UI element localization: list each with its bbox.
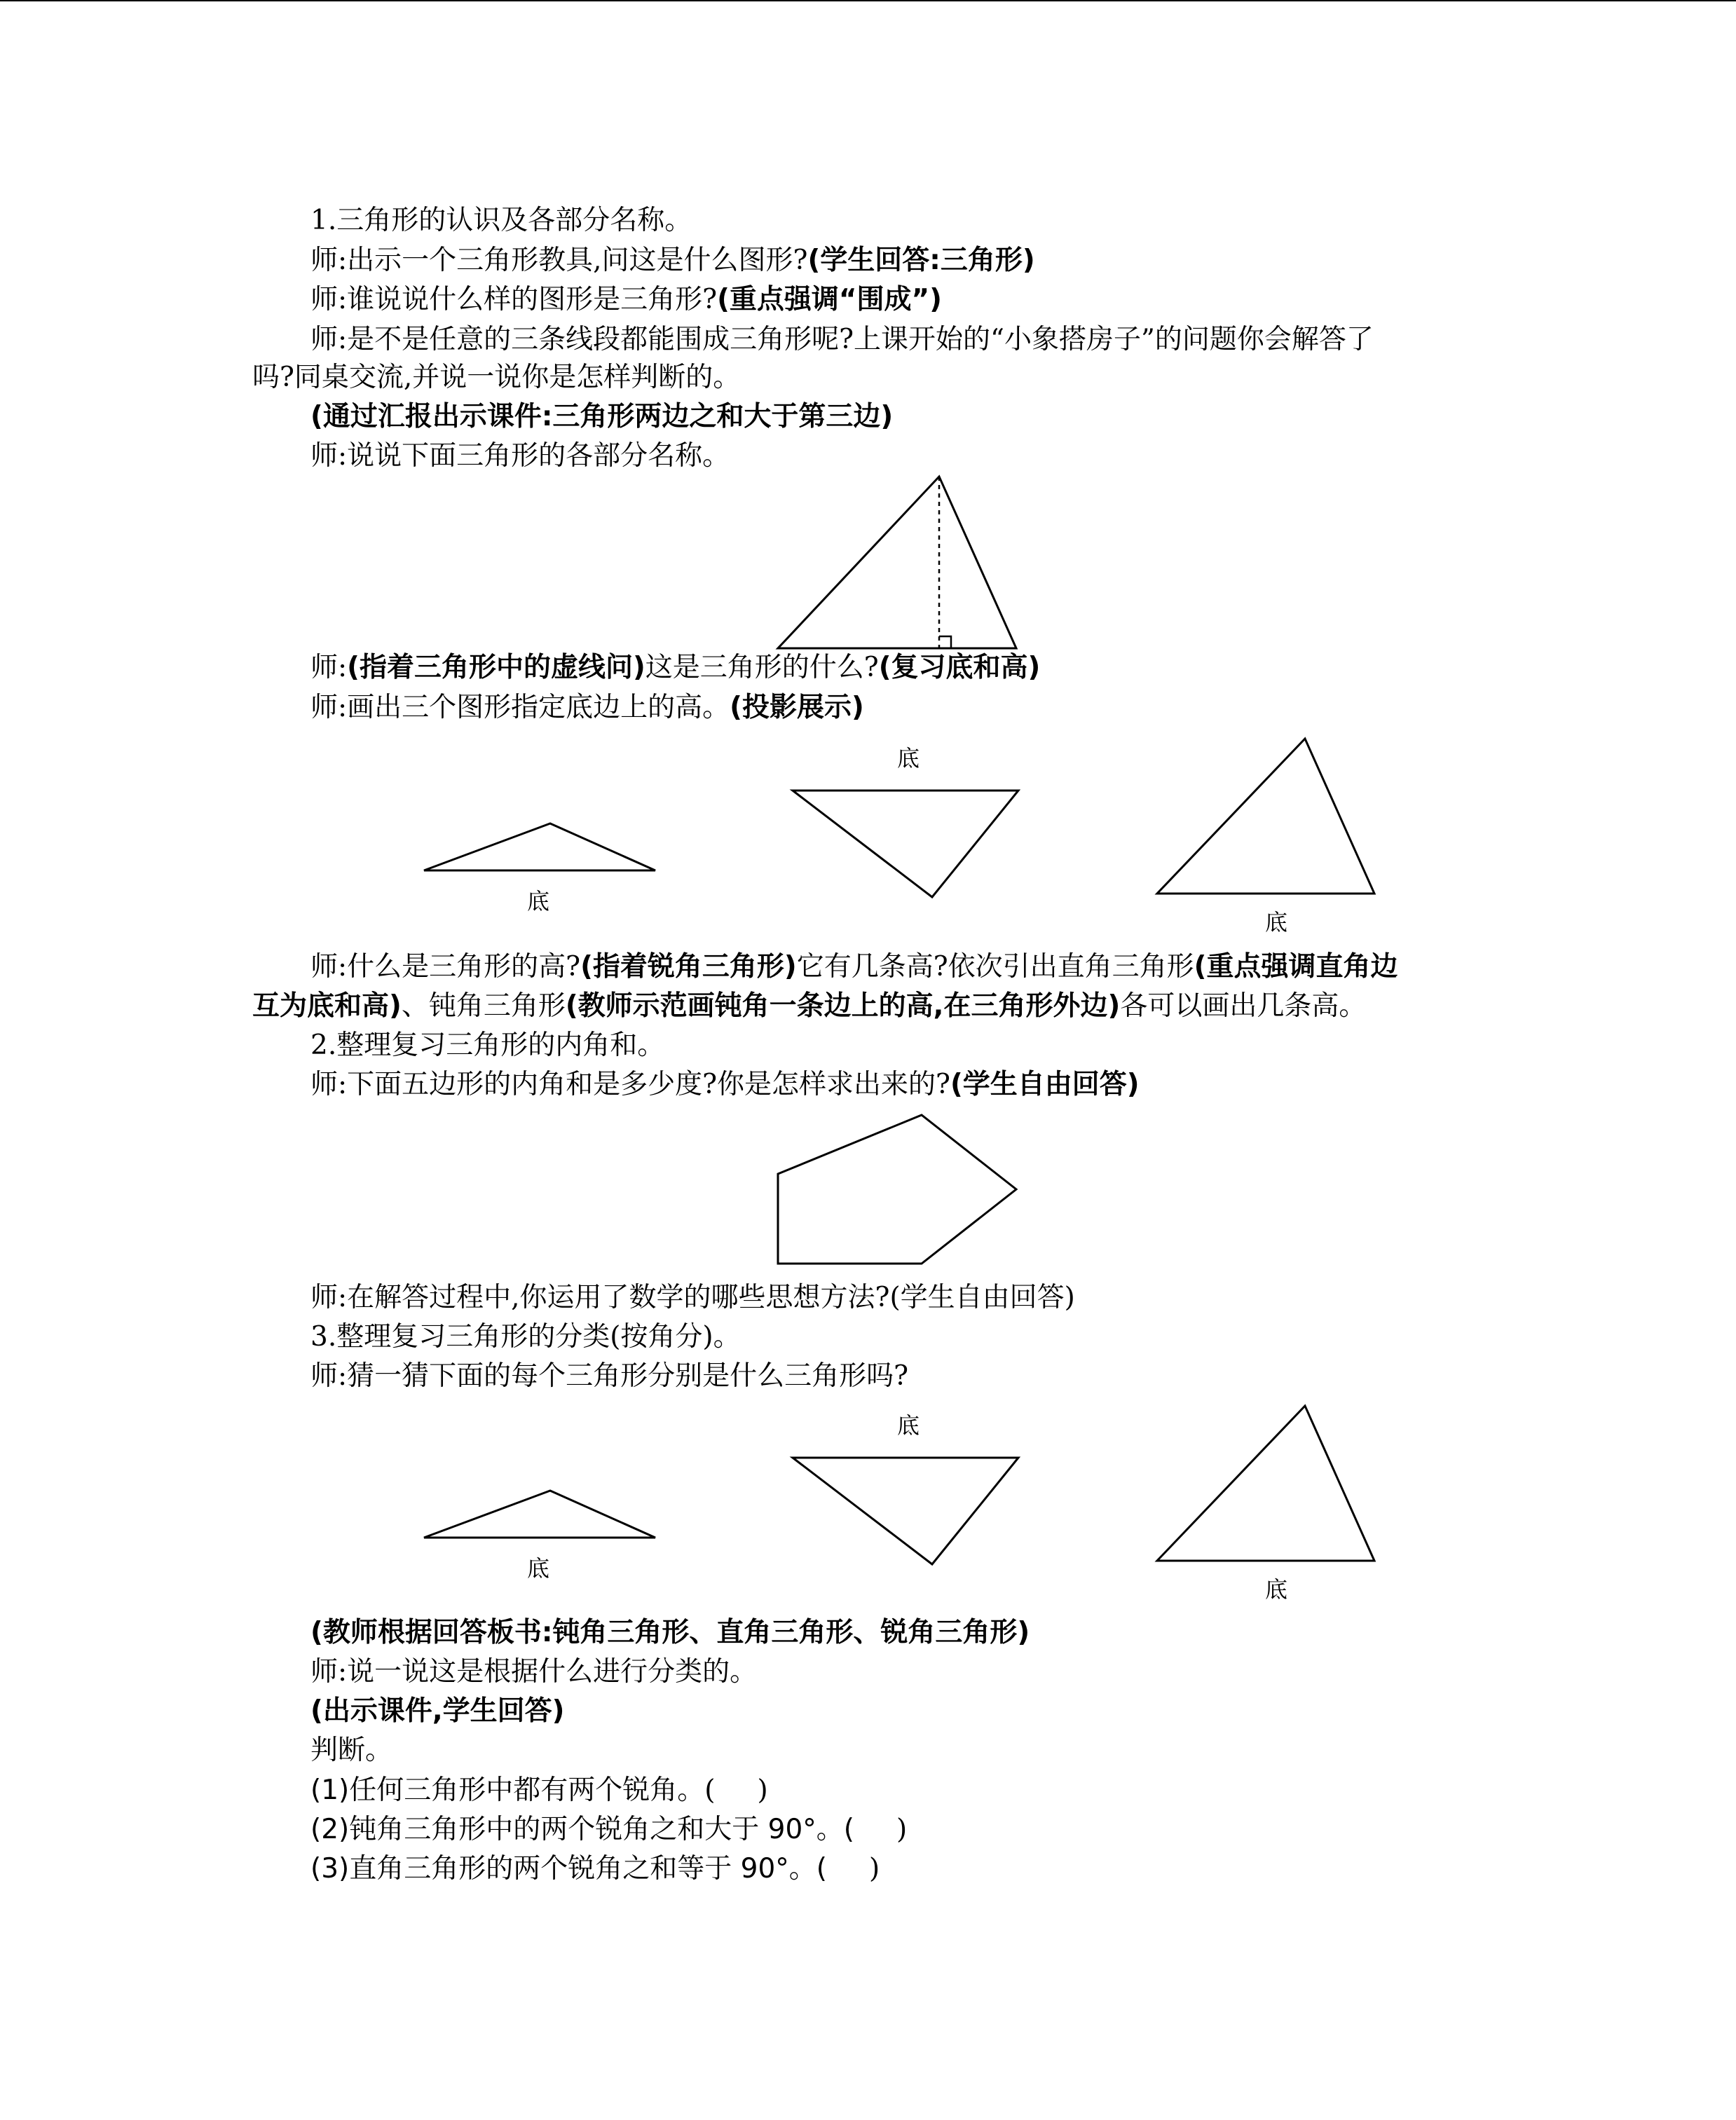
right-triangle-outline [793, 791, 1018, 897]
base-label-right-2: 底 [897, 1412, 920, 1439]
section3-heading: 3.整理复习三角形的分类(按角分)。 [310, 1321, 741, 1353]
q1-text: 师:出示一个三角形教具,问这是什么图形? [310, 245, 808, 276]
right-triangle-figure-2 [788, 1452, 1027, 1571]
section3-q1: 师:猜一猜下面的每个三角形分别是什么三角形吗? [310, 1360, 909, 1392]
q7-note-d: (重点强调直角边 [1194, 951, 1398, 983]
section1-q2 [310, 282, 942, 317]
judge-item-2 [310, 1812, 907, 1847]
obtuse-triangle-outline-2 [424, 1491, 655, 1538]
acute-triangle-outline-2 [1157, 1406, 1374, 1561]
q7-text-f: 、钝角三角形 [401, 990, 566, 1022]
right-triangle-outline-2 [793, 1458, 1018, 1564]
q2-text: 师:谁说说什么样的图形是三角形? [310, 284, 718, 315]
q7-text-a: 师:什么是三角形的高? [310, 951, 581, 983]
item3-degree: 90°。( [740, 1853, 827, 1885]
q2-note: (重点强调“围成”) [717, 284, 942, 315]
base-label-obtuse-2: 底 [527, 1555, 550, 1582]
acute-triangle-figure-2 [1153, 1402, 1384, 1566]
section1-q6 [310, 690, 864, 725]
item1-number: (1) [310, 1774, 350, 1806]
section1-q1 [310, 243, 1035, 278]
item2-degree: 90°。( [767, 1814, 854, 1845]
item3-text: 直角三角形的两个锐角之和等于 [349, 1853, 741, 1885]
item3-close: ) [869, 1853, 880, 1885]
q6-note: (投影展示) [730, 692, 864, 723]
section3-judge: 判断。 [310, 1735, 393, 1766]
section2-heading: 2.整理复习三角形的内角和。 [310, 1030, 665, 1061]
section1-q7-line2 [252, 989, 1366, 1024]
section1-report: (通过汇报出示课件:三角形两边之和大于第三边) [310, 401, 894, 432]
q1-note: (学生回答:三角形) [807, 245, 1035, 276]
q7-text-c: 它有几条高?依次引出直角三角形 [796, 951, 1194, 983]
pentagon-figure [771, 1111, 1023, 1268]
q5-prefix: 师: [310, 652, 348, 683]
section3-board: (教师根据回答板书:钝角三角形、直角三角形、锐角三角形) [310, 1617, 1030, 1648]
base-label-right: 底 [897, 745, 920, 772]
section1-q7-line1 [310, 950, 1397, 985]
section3-courseware: (出示课件,学生回答) [310, 1695, 565, 1727]
judge-item-3 [310, 1852, 880, 1887]
q5-note2: (复习底和高) [878, 652, 1041, 683]
q5-text: 这是三角形的什么? [645, 652, 879, 683]
obtuse-triangle-figure-2 [417, 1480, 662, 1543]
judge-item-1 [310, 1773, 768, 1808]
q5-note: (指着三角形中的虚线问) [347, 652, 645, 683]
item2-text: 钝角三角形中的两个锐角之和大于 [349, 1814, 768, 1845]
section1-q4: 师:说说下面三角形的各部分名称。 [310, 440, 730, 472]
top-border [0, 0, 1736, 1]
acute-triangle-outline [1157, 739, 1374, 894]
section2-q2: 师:在解答过程中,你运用了数学的哪些思想方法?(学生自由回答) [310, 1282, 1075, 1313]
obtuse-triangle-outline [424, 823, 655, 870]
s2-q1-note: (学生自由回答) [950, 1069, 1140, 1100]
section2-q1 [310, 1067, 1140, 1102]
right-triangle-figure [788, 785, 1027, 904]
triangle-outline [778, 477, 1016, 648]
item2-close: ) [896, 1814, 908, 1845]
s2-q1-text: 师:下面五边形的内角和是多少度?你是怎样求出来的? [310, 1069, 950, 1100]
item1-close: ) [757, 1774, 768, 1806]
q7-note-e: 互为底和高) [252, 990, 402, 1022]
pentagon-outline [778, 1115, 1016, 1264]
item2-number: (2) [310, 1814, 350, 1845]
right-angle-mark [939, 636, 951, 648]
item1-text: 任何三角形中都有两个锐角。( [349, 1774, 716, 1806]
section1-heading: 1.三角形的认识及各部分名称。 [310, 205, 692, 236]
section1-q3-line1: 师:是不是任意的三条线段都能围成三角形呢?上课开始的“小象搭房子”的问题你会解答了 [310, 324, 1374, 355]
section3-q2: 师:说一说这是根据什么进行分类的。 [310, 1656, 758, 1688]
q7-note-b: (指着锐角三角形) [580, 951, 797, 983]
obtuse-triangle-figure [417, 813, 662, 876]
section1-q3-line2: 吗?同桌交流,并说一说你是怎样判断的。 [252, 362, 741, 393]
base-label-acute-2: 底 [1265, 1576, 1288, 1603]
section1-q5 [310, 650, 1040, 685]
q7-text-h: 各可以画出几条高。 [1120, 990, 1367, 1022]
item3-number: (3) [310, 1853, 350, 1885]
q7-note-g: (教师示范画钝角一条边上的高,在三角形外边) [565, 990, 1121, 1022]
base-label-acute: 底 [1265, 909, 1288, 936]
q6-text: 师:画出三个图形指定底边上的高。 [310, 692, 730, 723]
triangle-with-height-figure [771, 470, 1023, 652]
base-label-obtuse: 底 [527, 888, 550, 915]
acute-triangle-figure [1153, 734, 1384, 899]
